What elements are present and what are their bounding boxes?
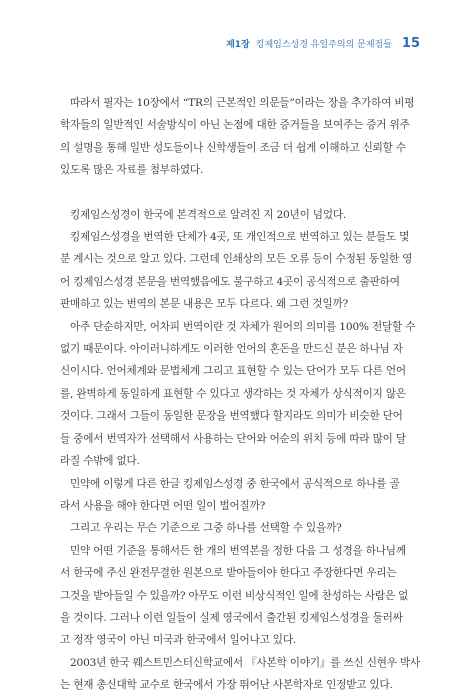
text-line: 의 설명을 통해 일반 성도들이나 신학생들이 조금 더 쉽게 이해하고 신뢰할 수 <box>60 141 406 154</box>
text-line: 그리고 우리는 무슨 기준으로 그중 하나를 선택할 수 있을까? <box>70 522 342 535</box>
text-line: 아주 단순하지만, 어차피 번역이란 것 자체가 원어의 의미를 100% 전달할 수 <box>70 320 416 333</box>
text-line: 어 킹제임스성경 본문을 번역했음에도 불구하고 4곳이 공식적으로 출판하여 <box>60 275 400 288</box>
text-line: 는 현재 총신대학 교수로 한국에서 가장 뛰어난 사본학자로 인정받고 있다. <box>60 679 393 692</box>
page-number: 15 <box>401 36 420 51</box>
paragraph <box>60 652 420 697</box>
text-line: 라질 수밖에 없다. <box>60 455 140 468</box>
text-line: 2003년 한국 웨스트민스터신학교에서 『사본학 이야기』를 쓰신 신현우 박사 <box>70 656 421 669</box>
chapter-title: 킹제임스성경 유일주의의 문제점들 <box>255 40 392 50</box>
text-line: 들 중에서 번역자가 선택해서 사용하는 단어와 어순의 위치 등에 따라 많이 달 <box>60 432 406 445</box>
text-line: 고 정작 영국이 아닌 미국과 한국에서 일어나고 있다. <box>60 634 297 647</box>
text-line: 킹제임스성경을 번역한 단체가 4곳, 또 개인적으로 번역하고 있는 분들도 몇 <box>70 231 410 244</box>
text-line: 그것을 받아들일 수 있을까? 아무도 이런 비상식적인 일에 찬성하는 사람은 없 <box>60 589 409 602</box>
text-line: 판매하고 있는 번역의 본문 내용은 모두 다르다. 왜 그런 것일까? <box>60 298 348 311</box>
paragraph <box>60 540 420 652</box>
text-line: 킹제임스성경이 한국에 본격적으로 알려진 지 20년이 넘었다. <box>70 208 347 221</box>
text-line: 라서 사용을 해야 한다면 어떤 일이 벌어질까? <box>60 499 266 512</box>
paragraph <box>60 316 420 473</box>
text-line: 있도록 많은 자료를 첨부하였다. <box>60 164 204 177</box>
chapter-label: 제1장 <box>226 40 250 50</box>
text-line: 분 계시는 것으로 알고 있다. 그런데 인쇄상의 모든 오류 등이 수정된 동일한 영 <box>60 253 413 266</box>
body-text <box>60 92 420 697</box>
text-line: 서 한국에 주신 완전무결한 원본으로 받아들이야 한다고 주장한다면 우리는 <box>60 567 397 580</box>
paragraph-gap <box>60 182 420 204</box>
text-line: 를, 완벽하게 동일하게 표현할 수 있다고 생각하는 것 자체가 상식적이지 않은 <box>60 387 406 400</box>
text-line: 민약에 이렇게 다른 한글 킹제임스성경 중 한국에서 공식적으로 하나를 골 <box>70 477 400 490</box>
paragraph <box>60 204 420 226</box>
paragraph <box>60 92 420 182</box>
text-line: 신이시다. 언어체계와 문법체계 그리고 표현할 수 있는 단어가 모두 다른 언어 <box>60 365 406 378</box>
text-line: 없기 때문이다. 아이러니하게도 이러한 언어의 혼돈을 만드신 분은 하나님 자 <box>60 343 403 356</box>
paragraph <box>60 517 420 539</box>
text-line: 것이다. 그래서 그들이 동일한 문장을 번역했다 할지라도 의미가 비슷한 단어 <box>60 410 403 423</box>
text-line: 민약 어떤 기준을 통해서든 한 개의 번역본을 정한 다음 그 성경을 하나님께 <box>70 544 406 557</box>
text-line: 따라서 필자는 10장에서 “TR의 근본적인 의문들”이라는 장을 추가하여 비평 <box>70 97 415 109</box>
paragraph <box>60 473 420 518</box>
text-line: 을 것이다. 그러나 이런 일들이 실제 영국에서 출간된 킹제임스성경을 둘러싸 <box>60 611 403 624</box>
running-head <box>226 36 420 51</box>
text-line: 학자들의 일반적인 서술방식이 아닌 논점에 대한 증거들을 보여주는 증거 위주 <box>60 119 410 132</box>
paragraph <box>60 226 420 316</box>
